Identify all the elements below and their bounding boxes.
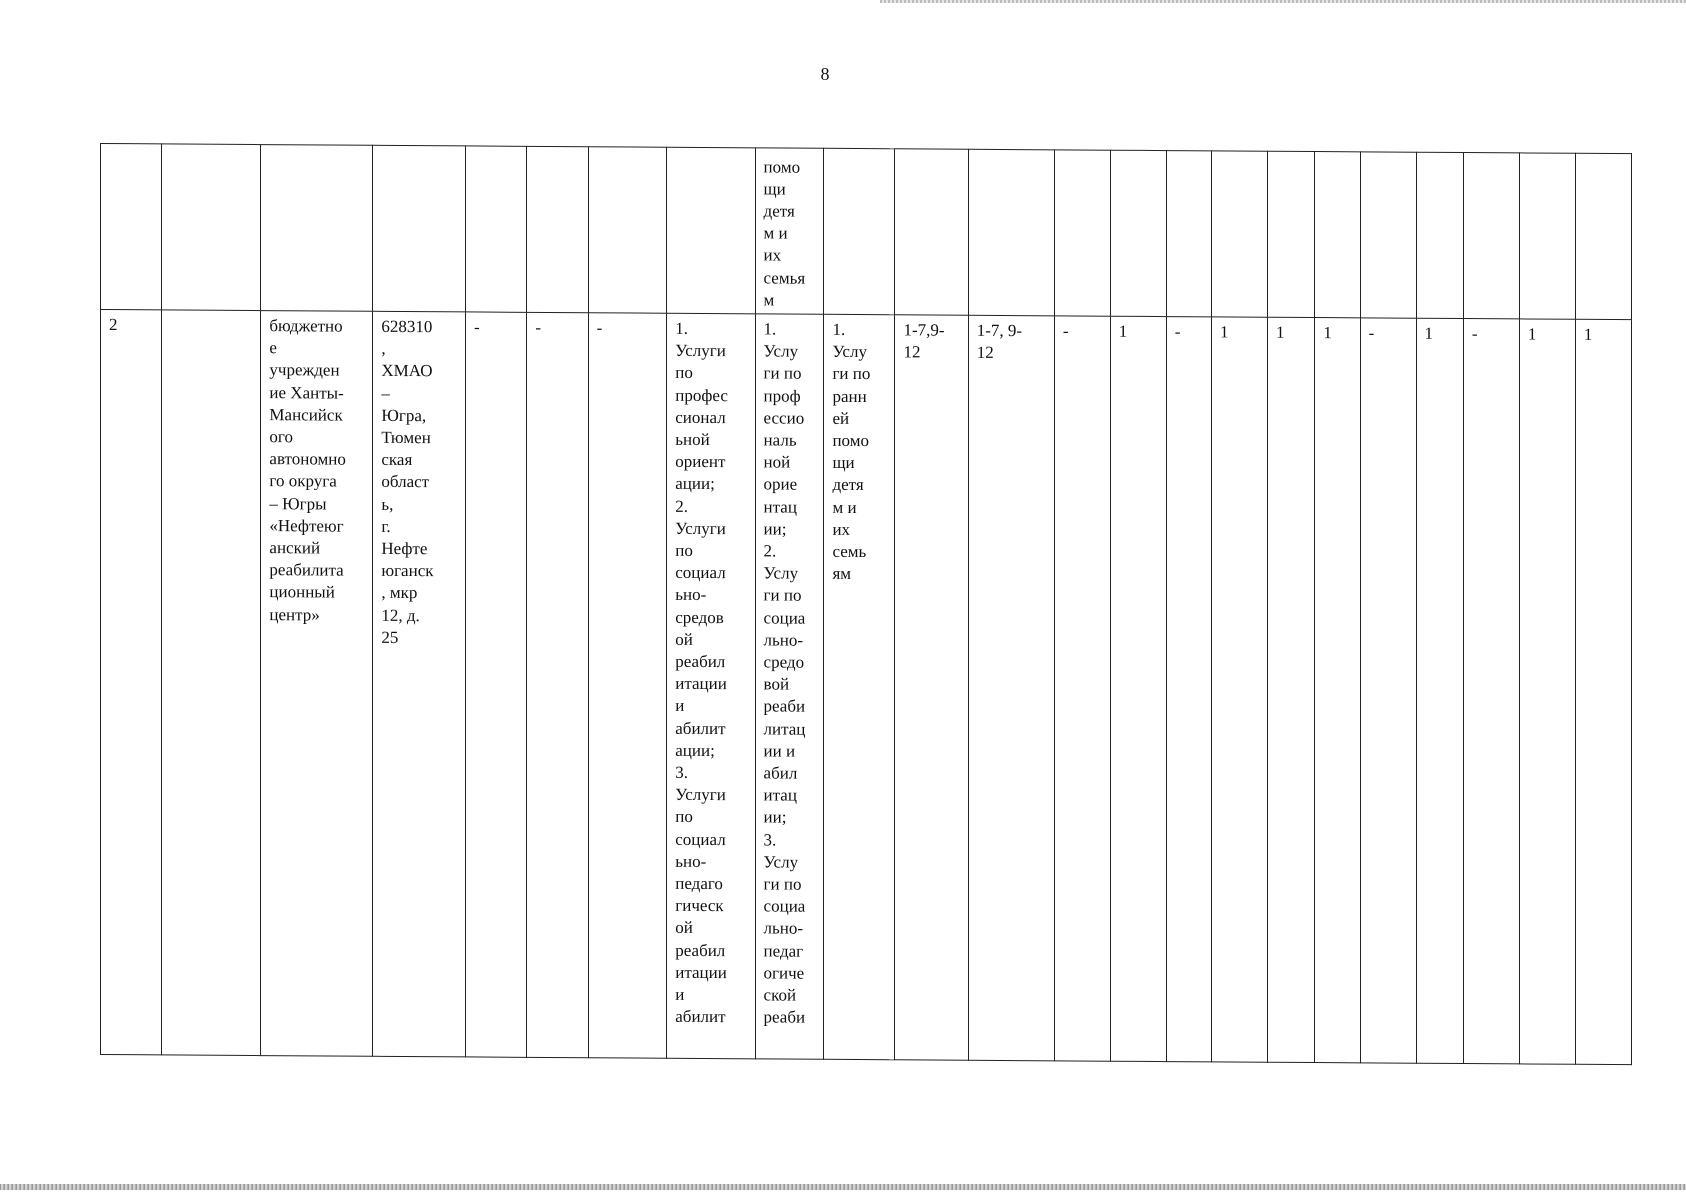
table-cell — [1519, 153, 1575, 319]
flag-cell: - — [1360, 318, 1416, 1063]
table-row — [101, 310, 1632, 1065]
flag-cell — [1575, 319, 1631, 1064]
scan-edge-top — [880, 0, 1686, 3]
table-cell — [1054, 150, 1110, 316]
flag-cell: - — [1054, 316, 1110, 1061]
table-cell — [1267, 151, 1314, 317]
organization-cell: бюджетно е учрежден ие Ханты- Мансийск ого автономно го округа – Югры «Нефтеюг анский реабилита ционный центр» — [261, 311, 373, 1057]
table-cell — [373, 145, 466, 312]
dash-cell: - — [588, 313, 667, 1059]
table-cell — [162, 310, 261, 1056]
table-cell — [465, 146, 526, 312]
classes-cell: 1-7, 9- 12 — [968, 315, 1054, 1061]
page-number: 8 — [820, 64, 830, 84]
table-cell — [261, 145, 373, 312]
table-cell — [1416, 152, 1463, 318]
table-cell — [162, 144, 261, 311]
table-cell — [1463, 153, 1519, 319]
table-cell — [101, 144, 162, 310]
table-cell — [1110, 150, 1166, 316]
address-cell: 628310 , ХМАО – Югра, Тюмен ская област ь, г. Нефте юганск , мкр 12, д. 25 — [373, 311, 466, 1057]
services-cell: 1. Услу ги по ранн ей помо щи детя м и их семь ям — [824, 314, 895, 1059]
table-cell — [527, 146, 588, 312]
table-cell — [1575, 153, 1631, 319]
flag-cell: 1 — [1212, 317, 1268, 1062]
table-cell — [1212, 151, 1268, 317]
data-table — [100, 143, 1632, 1065]
table-cell — [895, 149, 968, 315]
table-cell — [1360, 152, 1416, 318]
table-cell — [1315, 152, 1360, 318]
services-continuation-cell: помо щи детя м и их семья м — [755, 148, 824, 314]
table-cell — [824, 148, 895, 314]
services-cell: 1. Услу ги по проф ессио наль ной орие нтац ии; 2. Услу ги по социа льно- средо вой реаби литац ии и абил итац ии; 3. Услу ги по социа льно- педаг огиче ской реаби — [755, 314, 824, 1059]
table-cell — [968, 149, 1054, 316]
dash-cell: - — [465, 312, 526, 1057]
flag-cell: 1 — [1416, 318, 1463, 1063]
table-cell — [1166, 151, 1211, 317]
scan-edge-bottom — [0, 1184, 1686, 1190]
flag-cell: 1 — [1315, 318, 1360, 1063]
flag-cell: 1 — [1519, 319, 1575, 1064]
services-cell: 1. Услуги по профес сионал ьной ориент ации; 2. Услуги по социал ьно- средов ой реабил итации и абилит ации; 3. Услуги по социал ьно- педаго гическ ой реабил итации и абилит — [667, 313, 755, 1059]
flag-value: 1 — [1583, 324, 1593, 344]
dash-cell: - — [527, 312, 588, 1057]
table-cell — [667, 147, 755, 314]
flag-cell: 1 — [1267, 317, 1314, 1062]
row-number-cell: 2 — [101, 310, 162, 1055]
data-table-wrapper — [100, 143, 1632, 1058]
flag-cell: - — [1463, 319, 1519, 1064]
table-cell — [588, 147, 667, 314]
flag-cell: 1 — [1110, 316, 1166, 1061]
classes-cell: 1-7,9- 12 — [895, 315, 968, 1060]
table-row — [101, 144, 1632, 320]
flag-cell: - — [1166, 317, 1211, 1062]
